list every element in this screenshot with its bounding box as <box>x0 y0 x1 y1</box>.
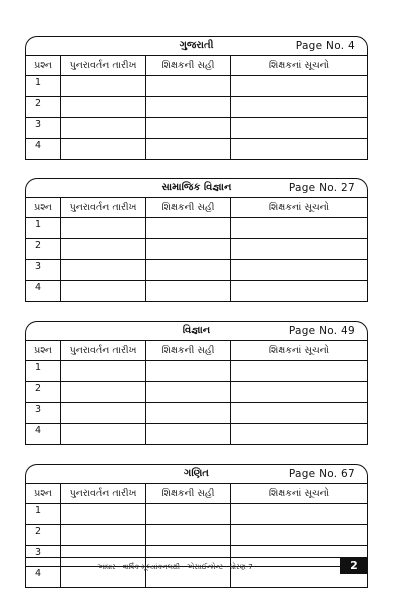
page-reference: Page No. 4 <box>295 40 355 52</box>
teacher-signature-cell[interactable] <box>146 218 231 239</box>
subject-section <box>25 36 368 160</box>
revision-date-cell[interactable] <box>61 525 146 546</box>
teacher-remarks-cell[interactable] <box>231 97 368 118</box>
revision-table <box>25 55 368 160</box>
revision-table <box>25 340 368 445</box>
question-number: 2 <box>26 97 61 118</box>
teacher-remarks-cell[interactable] <box>231 525 368 546</box>
table-row <box>26 139 368 160</box>
page-reference: Page No. 67 <box>288 468 355 480</box>
question-number: 4 <box>26 139 61 160</box>
column-header: પુનરાવર્તન તારીખ <box>61 484 146 504</box>
subject-section <box>25 321 368 445</box>
footer-text: આધાર - વાર્ષિક મૂલ્યાંકનલક્ષી - એસાઈન્મેન્ટ - ધોરણ-7 <box>97 563 253 571</box>
teacher-signature-cell[interactable] <box>146 403 231 424</box>
revision-date-cell[interactable] <box>61 260 146 281</box>
teacher-remarks-cell[interactable] <box>231 424 368 445</box>
revision-table <box>25 483 368 588</box>
table-row <box>26 403 368 424</box>
column-header: પ્રશ્ન <box>26 198 61 218</box>
teacher-remarks-cell[interactable] <box>231 139 368 160</box>
footer-divider <box>25 557 368 558</box>
teacher-signature-cell[interactable] <box>146 97 231 118</box>
revision-date-cell[interactable] <box>61 403 146 424</box>
column-header: શિક્ષકની સહી <box>146 198 231 218</box>
section-header <box>25 321 368 340</box>
teacher-remarks-cell[interactable] <box>231 218 368 239</box>
subject-title: ગણિત <box>184 468 209 479</box>
question-number: 4 <box>26 424 61 445</box>
table-row <box>26 525 368 546</box>
revision-date-cell[interactable] <box>61 118 146 139</box>
teacher-signature-cell[interactable] <box>146 382 231 403</box>
teacher-remarks-cell[interactable] <box>231 76 368 97</box>
teacher-remarks-cell[interactable] <box>231 281 368 302</box>
question-number: 3 <box>26 260 61 281</box>
teacher-signature-cell[interactable] <box>146 525 231 546</box>
column-header: પ્રશ્ન <box>26 56 61 76</box>
table-row <box>26 281 368 302</box>
column-header: પ્રશ્ન <box>26 341 61 361</box>
teacher-remarks-cell[interactable] <box>231 382 368 403</box>
question-number: 3 <box>26 546 61 567</box>
column-header: શિક્ષકની સહી <box>146 484 231 504</box>
teacher-remarks-cell[interactable] <box>231 504 368 525</box>
teacher-remarks-cell[interactable] <box>231 260 368 281</box>
table-header-row <box>26 341 368 361</box>
table-row <box>26 424 368 445</box>
page-reference: Page No. 27 <box>288 182 355 194</box>
question-number: 1 <box>26 504 61 525</box>
question-number: 4 <box>26 567 61 588</box>
column-header: પુનરાવર્તન તારીખ <box>61 56 146 76</box>
revision-date-cell[interactable] <box>61 424 146 445</box>
column-header: શિક્ષકની સહી <box>146 341 231 361</box>
teacher-signature-cell[interactable] <box>146 504 231 525</box>
subject-section <box>25 178 368 302</box>
page-number-badge: 2 <box>340 558 368 574</box>
column-header: શિક્ષકનાં સૂચનો <box>231 56 368 76</box>
revision-date-cell[interactable] <box>61 97 146 118</box>
teacher-signature-cell[interactable] <box>146 239 231 260</box>
revision-date-cell[interactable] <box>61 139 146 160</box>
question-number: 2 <box>26 525 61 546</box>
table-row <box>26 76 368 97</box>
teacher-signature-cell[interactable] <box>146 139 231 160</box>
question-number: 1 <box>26 361 61 382</box>
table-row <box>26 218 368 239</box>
table-header-row <box>26 484 368 504</box>
table-row <box>26 97 368 118</box>
table-header-row <box>26 56 368 76</box>
section-header <box>25 36 368 55</box>
teacher-signature-cell[interactable] <box>146 281 231 302</box>
revision-date-cell[interactable] <box>61 281 146 302</box>
subject-title: ગુજરાતી <box>179 40 214 51</box>
question-number: 4 <box>26 281 61 302</box>
table-row <box>26 504 368 525</box>
section-header <box>25 464 368 483</box>
table-row <box>26 118 368 139</box>
question-number: 1 <box>26 218 61 239</box>
column-header: શિક્ષકનાં સૂચનો <box>231 341 368 361</box>
revision-record-sheet <box>25 36 368 588</box>
question-number: 3 <box>26 118 61 139</box>
revision-date-cell[interactable] <box>61 504 146 525</box>
column-header: શિક્ષકની સહી <box>146 56 231 76</box>
table-row <box>26 239 368 260</box>
revision-date-cell[interactable] <box>61 218 146 239</box>
table-row <box>26 361 368 382</box>
subject-title: સામાજિક વિજ્ઞાન <box>161 182 232 193</box>
column-header: પુનરાવર્તન તારીખ <box>61 341 146 361</box>
column-header: શિક્ષકનાં સૂચનો <box>231 484 368 504</box>
section-header <box>25 178 368 197</box>
subject-title: વિજ્ઞાન <box>182 325 211 336</box>
question-number: 3 <box>26 403 61 424</box>
teacher-remarks-cell[interactable] <box>231 118 368 139</box>
revision-date-cell[interactable] <box>61 382 146 403</box>
question-number: 2 <box>26 239 61 260</box>
revision-date-cell[interactable] <box>61 76 146 97</box>
table-header-row <box>26 198 368 218</box>
question-number: 2 <box>26 382 61 403</box>
teacher-signature-cell[interactable] <box>146 260 231 281</box>
teacher-remarks-cell[interactable] <box>231 361 368 382</box>
column-header: શિક્ષકનાં સૂચનો <box>231 198 368 218</box>
column-header: પ્રશ્ન <box>26 484 61 504</box>
teacher-remarks-cell[interactable] <box>231 403 368 424</box>
teacher-signature-cell[interactable] <box>146 424 231 445</box>
question-number: 1 <box>26 76 61 97</box>
revision-table <box>25 197 368 302</box>
column-header: પુનરાવર્તન તારીખ <box>61 198 146 218</box>
revision-date-cell[interactable] <box>61 361 146 382</box>
table-row <box>26 382 368 403</box>
teacher-signature-cell[interactable] <box>146 118 231 139</box>
table-row <box>26 260 368 281</box>
teacher-signature-cell[interactable] <box>146 361 231 382</box>
revision-date-cell[interactable] <box>61 239 146 260</box>
teacher-signature-cell[interactable] <box>146 76 231 97</box>
teacher-remarks-cell[interactable] <box>231 239 368 260</box>
page-reference: Page No. 49 <box>288 325 355 337</box>
